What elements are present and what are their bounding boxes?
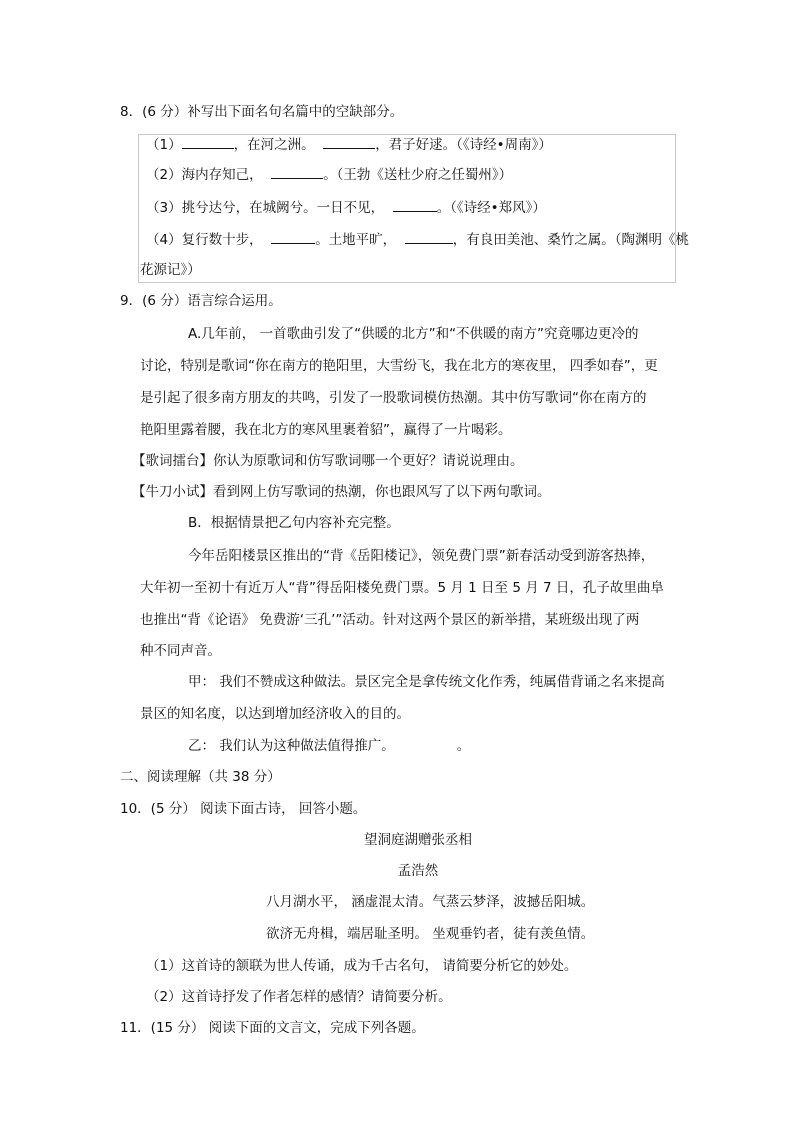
poem-title: 望洞庭湖赠张丞相	[364, 832, 472, 848]
q9-a-line-4: 艳阳里露着腰，我在北方的寒风里裹着貂”，赢得了一片喝彩。	[140, 422, 512, 438]
answer-blank[interactable]	[182, 135, 234, 149]
section-2-title: 二、阅读理解（共 38 分）	[120, 769, 281, 785]
q9-b-line-3: 也推出“背《论语》 免费游‘三孔’”活动。针对这两个景区的新举措，某班级出现了两	[140, 612, 640, 628]
q9-a-line-1: A.几年前， 一首歌曲引发了“供暖的北方”和“不供暖的南方”究竟哪边更冷的	[188, 326, 639, 342]
q9-b-title: B．根据情景把乙句内容补充完整。	[188, 515, 400, 531]
q9-try-it: 【牛刀小试】看到网上仿写歌词的热潮，你也跟风写了以下两句歌词。	[132, 484, 551, 500]
q9-a-line-3: 是引起了很多南方朋友的共鸣，引发了一股歌词模仿热潮。其中仿写歌词“你在南方的	[140, 390, 647, 406]
q8-item-3: （3）挑兮达兮，在城阙兮。一日不见， 。（《诗经•郑风》）	[146, 200, 546, 216]
q9-b-line-2: 大年初一至初十有近万人“背”得岳阳楼免费门票。5 月 1 日至 5 月 7 日，孔子故里曲阜	[140, 580, 664, 596]
q9-b-line-1: 今年岳阳楼景区推出的“背《岳阳楼记》，领免费门票”新春活动受到游客热捧，	[188, 548, 655, 564]
q9-jia-line-1: 甲： 我们不赞成这种做法。景区完全是拿传统文化作秀，纯属借背诵之名来提高	[188, 674, 665, 690]
q9-a-line-2: 讨论，特别是歌词“你在南方的艳阳里，大雪纷飞，我在北方的寒夜里， 四季如春”，更	[140, 358, 658, 374]
q8-item-4-cont: 花源记》）	[140, 262, 201, 278]
poem-author: 孟浩然	[397, 863, 439, 879]
q10-sub-1: （1）这首诗的颔联为世人传诵，成为千古名句， 请简要分析它的妙处。	[146, 958, 578, 974]
answer-blank[interactable]	[271, 165, 323, 179]
q9-b-line-4: 种不同声音。	[140, 643, 221, 659]
answer-blank[interactable]	[323, 135, 375, 149]
q8-item-4: （4）复行数十步， 。土地平旷， ，有良田美池、桑竹之属。（陶渊明《桃	[146, 232, 690, 248]
q9-header: 9．(6 分）语言综合运用。	[120, 293, 282, 309]
q10-sub-2: （2）这首诗抒发了作者怎样的感情？请简要分析。	[146, 989, 452, 1005]
q9-jia-line-2: 景区的知名度，以达到增加经济收入的目的。	[140, 706, 410, 722]
answer-blank[interactable]	[405, 230, 453, 244]
q8-header: 8．(6 分）补写出下面名句名篇中的空缺部分。	[120, 104, 404, 120]
answer-blank[interactable]	[393, 198, 437, 212]
q8-item-1: （1） ，在河之洲。 ，君子好逑。（《诗经•周南》）	[146, 137, 552, 153]
q9-yi: 乙： 我们认为这种做法值得推广。 。	[188, 738, 471, 754]
answer-blank[interactable]	[271, 230, 315, 244]
poem-verse-2: 欲济无舟楫，端居耻圣明。 坐观垂钓者，徒有羡鱼情。	[266, 926, 595, 942]
q11-header: 11．(15 分） 阅读下面的文言文，完成下列各题。	[120, 1020, 425, 1036]
q9-lyric-arena: 【歌词擂台】你认为原歌词和仿写歌词哪一个更好？请说说理由。	[132, 453, 524, 469]
poem-verse-1: 八月湖水平， 涵虚混太清。气蒸云梦泽，波撼岳阳城。	[266, 894, 595, 910]
q10-header: 10．(5 分） 阅读下面古诗， 回答小题。	[120, 801, 367, 817]
q8-item-2: （2）海内存知己， 。（王勃《送杜少府之任蜀州》）	[146, 167, 513, 183]
